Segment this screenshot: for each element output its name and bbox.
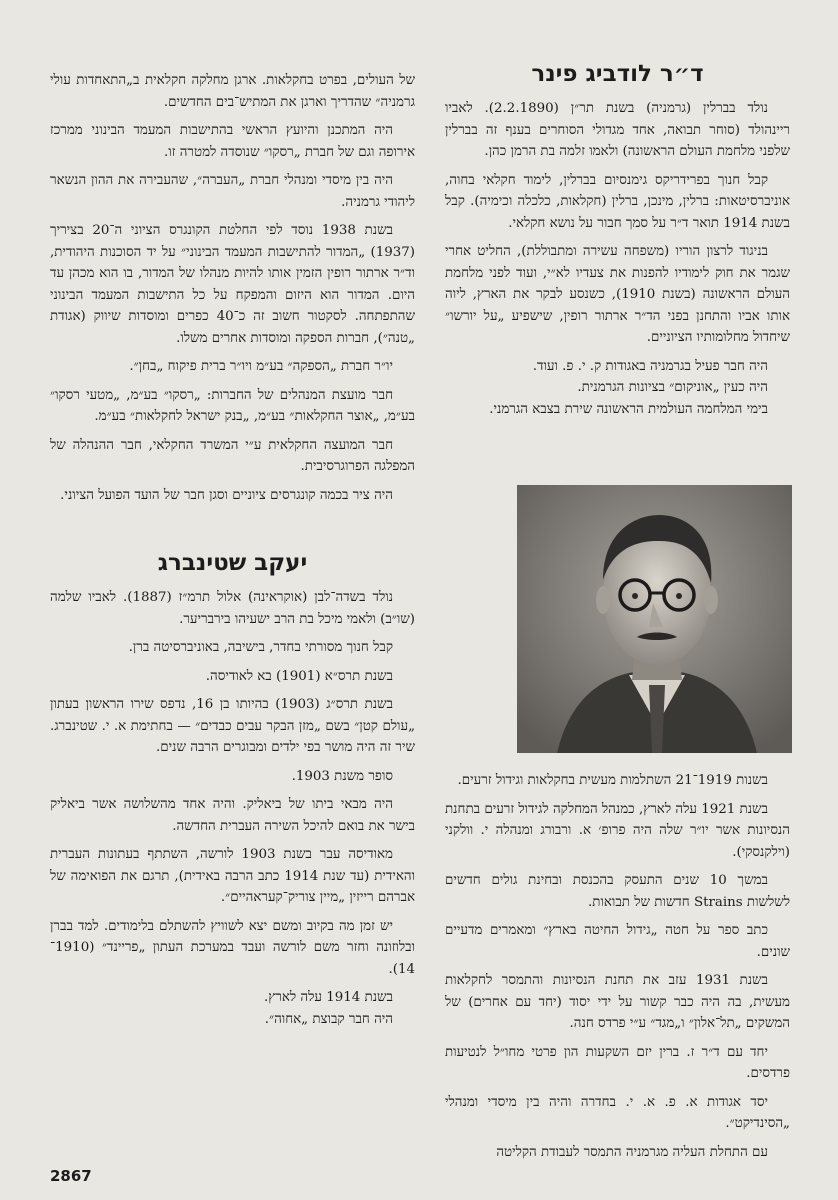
article-title: יעקב שטינברג — [157, 550, 308, 576]
portrait-photo — [517, 485, 792, 753]
paragraph: חבר מועצת המנהלים של החברות: „רסקו״ בע״מ, „מטעי רסקו״ בע״מ, „אוצר החקלאות״ בע״מ, „בנק ישראל לחקלאות״ בע״מ. — [50, 387, 415, 424]
page-number: 2867 — [50, 1167, 92, 1185]
paragraph: בשנת 1914 עלה לארץ. — [264, 990, 393, 1005]
paragraph: בשנת תרס״ג (1903) בהיותו בן 16, נדפס שירו הראשון בעתון „עולם קטן״ בשם „מזן הבקר עבים כבדים״ — בחתימת א. י. שטינברג. שיר זה היה מושר בפי ילדים ומבוגרים הרבה שנים. — [50, 697, 415, 755]
paragraph: בשנת תרס״א (1901) בא לאודיסה. — [205, 668, 393, 684]
section-spacer — [50, 513, 415, 547]
paragraph: במשך 10 שנים התעסק בהכנסת ובחינת גולים חדשים לשלשות Strains חדשות של תבואות. — [445, 873, 790, 910]
left-column — [50, 70, 415, 1037]
paragraph: נולד בברלין (גרמניה) בשנת תר״ן (2.2.1890). לאביו ריינהולד (סוחר תבואה, אחד מגדולי הסוחרים בענף זה בברלין שלפני מלחמת העולם הראשונה) ולאמו זלמה בת הרמן כהן. — [445, 101, 790, 159]
paragraph: מאודיסה עבר בשנת 1903 לורשה, השתתף בעתונות העברית והאידית (עד שנת 1914 כתב הרבה באידית), תרגם את הפואימה של אברהם רייזין „מיין צוריק־קעראהיים״. — [50, 847, 415, 905]
paragraph: עם התחלת העליה מגרמניה התמסר לעבודת הקליטה — [496, 1144, 768, 1160]
paragraph: היה המתכנן והיועץ הראשי בהתישבות המעמד הבינוני ממרכז אירופה וגם של חברת „רסקו״ שנוסדה למטרה זו. — [50, 123, 415, 160]
paragraph: נולד בשדה־לבן (אוקראינה) אלול תרמ״ז (1887). לאביו שלמה (שו״ב) ולאמי מיכל בת הרב ישעיהו בירבריער. — [50, 590, 415, 627]
paragraph: היה בין מיסדי ומנהלי חברת „העברה״, שהעבירה את ההון הנשאר ליהודי גרמניה. — [50, 173, 415, 210]
paragraph: בשנת 1938 נוסד לפי החלטת הקונגרס הציוני ה־20 בציריך (1937) „המדור להתישבות המעמד הבינוני״ על יד הסוכנות היהודית, וד״ר ארתור רופין הזמין אותו להיות מנהלו של המדור, בו הוא מכהן עד היום. המדור הוא היזום והמפקח על כל התישבות המעמד הבינוני שהתפתחה. לסקטור חשוב זה כ־40 כפרים ומוסדות שיווק (אגודת „טנה״), חברות הספקה ומוסדות אחרים משלו. — [50, 223, 415, 346]
paragraph: יש זמן מה בקיוב ומשם יצא לשוויץ להשתלם בלימודים. למד בברן ובלוזונה וחזר משם לורשה ועבד במערכת העתון „פריינד״ (1910־14). — [50, 918, 415, 977]
article-title: ד״ר לודביג פינר — [531, 61, 704, 87]
paragraph: היה ציר בכמה קונגרסים ציוניים וסגן חבר של הועד הפועל הציוני. — [60, 487, 393, 503]
paragraph: בשנת 1921 עלה לארץ, כמנהל המחלקה לגידול זרעים בתחנת הנסיונות אשר יו״ר שלה היה פרופ׳ א. ורבורג ומנהלה י. וולקני (וילקנסקי). — [445, 801, 790, 860]
paragraph: בימי המלחמה העולמית הראשונה שירת בצבא הגרמני. — [489, 401, 768, 417]
paragraph: בשנות 1919־21 השתלמות מעשית בחקלאות וגידול זרעים. — [457, 773, 768, 788]
paragraph: היה מבאי ביתו של ביאליק. והיה אחד מהשלושה אשר ביאליק בישר את בואם להיכל השירה העברית החדשה. — [50, 797, 415, 834]
paragraph: יו״ר חברת „הספקה״ בע״מ ויו״ר ברית פיקוח „בחן״. — [129, 359, 393, 374]
paragraph: סופר משנת 1903. — [291, 768, 393, 784]
paragraph: יחד עם ד״ר ז. ברין יזם השקעות הון פרטי מחו״ל לנטיעות פרדסים. — [445, 1044, 790, 1081]
paragraph: בשנת 1931 עזב את תחנת הנסיונות והתמסר לחקלאות מעשית, בה היה כבר קשור על ידי יסוד (יחד עם אחרים) של המשקים „תל־אלון״ ו„מגד״ ע״י פרדס חנה. — [445, 973, 790, 1031]
paragraph: יסד אגודות א. פ. א. י. בחדרה והיה בין מיסדי ומנהלי „הסינדיקט״. — [445, 1094, 790, 1131]
paragraph: היה חבר פעיל בגרמניה באגודות ק. י. פ. ועוד. — [532, 358, 768, 374]
paragraph: קבל חנוך מסורתי בחדר, בישיבה, באוניברסיטה ברן. — [128, 640, 393, 655]
right-column-continuation — [445, 770, 790, 1170]
paragraph: כתב ספר על חטה „גידול החיטה בארץ״ ומאמרים מדעיים שונים. — [445, 923, 790, 960]
right-column — [445, 58, 790, 427]
paragraph: חבר המועצה החקלאית ע״י המשרד החקלאי, חבר ההנהלה של המפלגה הפרוגרסיבית. — [50, 437, 415, 474]
paragraph: של העולים, בפרט בחקלאות. ארגן מחלקה חקלאית ב„התאחדות עולי גרמניה״ שהדריך וארגן את המתיש־בים החדשים. — [50, 73, 415, 110]
paragraph: היה חבר קבוצת „אחוה״. — [264, 1011, 393, 1027]
paragraph: בניגוד לרצון הוריו (משפחה עשירה ומתבוללת), החליט אחרי שגמר את חוק לימודיו להפנות את צעדיו לא״י, ועוד לפני מלחמת העולם הראשונה (בשנת 1910), כשנסע לבקר את הארץ, ליוה אותו אביו והתחנן בפני הד״ר ארתור רופין, שישפיע „על יורשו״ שיחדול מחלומותיו הציוניים. — [445, 244, 790, 345]
paragraph: היה כעין „אוניקום״ בציונות הגרמנית. — [577, 380, 768, 395]
portrait-image — [517, 485, 792, 753]
paragraph: קבל חנוך בפרידריקס גימנסיום בברלין, לימוד חקלאי בחוה, אוניברסיטאות: ברלין, מינכן, ברלין (חקלאות, כלכלה וכימיה). קבל בשנת 1914 תואר ד״ר על סמך חבור על נושא חקלאי. — [445, 172, 790, 231]
